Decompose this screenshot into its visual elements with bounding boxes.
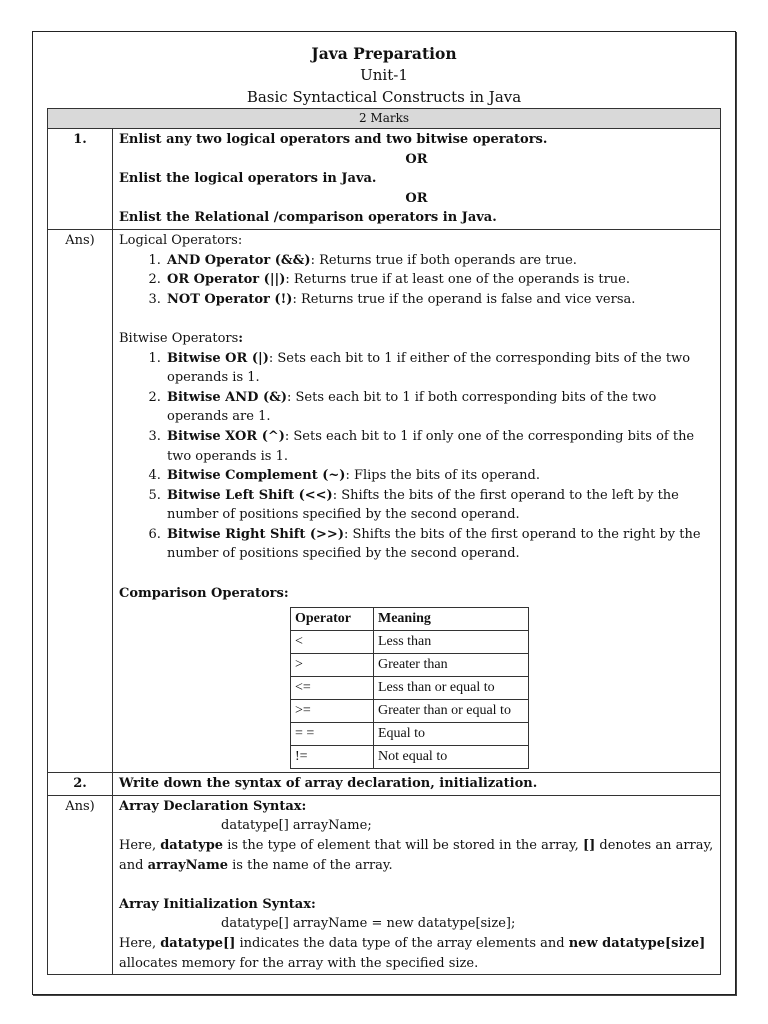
unit-label: Unit-1 — [360, 66, 408, 84]
marks-row — [48, 109, 721, 129]
table-header-row — [291, 608, 529, 631]
operator-cell: < — [291, 631, 374, 654]
declaration-heading: Array Declaration Syntax: — [119, 798, 307, 814]
initialization-heading: Array Initialization Syntax: — [119, 896, 316, 912]
comparison-heading: Comparison Operators: — [119, 585, 289, 601]
answer-row-2 — [48, 795, 721, 974]
question-number: 2. — [48, 773, 113, 796]
meaning-cell: Greater than — [374, 654, 529, 677]
meaning-cell: Greater than or equal to — [374, 700, 529, 723]
table-row — [291, 746, 529, 769]
question-row-1 — [48, 129, 721, 230]
operator-cell: != — [291, 746, 374, 769]
declaration-explanation: Here, datatype is the type of element that will be stored in the array, [] denotes an array, and arrayName is the name of the array. — [119, 838, 714, 873]
list-item: 5. Bitwise Left Shift (<<): Shifts the bits of the first operand to the left by the number of positions specified by the second operand. — [165, 486, 714, 525]
operator-cell: = = — [291, 723, 374, 746]
meaning-cell: Not equal to — [374, 746, 529, 769]
question-text — [113, 129, 721, 230]
list-item: 3. Bitwise XOR (^): Sets each bit to 1 if only one of the corresponding bits of the two operands is 1. — [165, 427, 714, 466]
list-item: 2. Bitwise AND (&): Sets each bit to 1 if both corresponding bits of the two operands are 1. — [165, 388, 714, 427]
logical-operator-list — [119, 251, 714, 310]
declaration-code: datatype[] arrayName; — [221, 818, 372, 834]
question-text: Write down the syntax of array declaration, initialization. — [113, 773, 721, 796]
answer-label: Ans) — [48, 229, 113, 772]
list-item: 2. OR Operator (||): Returns true if at least one of the operands is true. — [165, 270, 714, 290]
meaning-cell: Less than or equal to — [374, 677, 529, 700]
list-item: 4. Bitwise Complement (~): Flips the bits of its operand. — [165, 466, 714, 486]
question-line: Enlist the logical operators in Java. — [119, 171, 377, 187]
answer-body — [113, 229, 721, 772]
table-row — [291, 654, 529, 677]
bitwise-heading: Bitwise Operators: — [119, 330, 244, 346]
question-line: Enlist the Relational /comparison operators in Java. — [119, 210, 497, 226]
question-line: Enlist any two logical operators and two bitwise operators. — [119, 132, 548, 147]
operator-cell: > — [291, 654, 374, 677]
answer-row-1 — [48, 229, 721, 772]
bitwise-operator-list — [119, 349, 714, 565]
answer-body — [113, 795, 721, 974]
operator-cell: <= — [291, 677, 374, 700]
marks-label: 2 Marks — [48, 109, 721, 129]
operator-cell: >= — [291, 700, 374, 723]
table-row — [291, 700, 529, 723]
list-item: 3. NOT Operator (!): Returns true if the operand is false and vice versa. — [165, 290, 714, 310]
question-number: 1. — [48, 129, 113, 230]
column-header: Operator — [291, 608, 374, 631]
table-row — [291, 631, 529, 654]
list-item: 1. AND Operator (&&): Returns true if both operands are true. — [165, 251, 714, 271]
table-row — [291, 677, 529, 700]
list-item: 6. Bitwise Right Shift (>>): Shifts the bits of the first operand to the right by the number of positions specified by the second operand. — [165, 525, 714, 564]
column-header: Meaning — [374, 608, 529, 631]
list-item: 1. Bitwise OR (|): Sets each bit to 1 if either of the corresponding bits of the two operands is 1. — [165, 349, 714, 388]
comparison-table — [290, 607, 529, 769]
qa-table — [47, 108, 721, 975]
initialization-code: datatype[] arrayName = new datatype[size]; — [221, 916, 516, 932]
unit-subtitle: Basic Syntactical Constructs in Java — [246, 88, 522, 106]
logical-heading: Logical Operators: — [119, 232, 243, 248]
question-row-2 — [48, 773, 721, 796]
initialization-explanation: Here, datatype[] indicates the data type of the array elements and new datatype[size] allocates memory for the array with the specified size. — [119, 936, 706, 971]
table-row — [291, 723, 529, 746]
document-title: Java Preparation — [311, 44, 457, 63]
or-separator: OR — [405, 190, 428, 206]
meaning-cell: Less than — [374, 631, 529, 654]
or-separator: OR — [405, 151, 428, 167]
answer-label: Ans) — [48, 795, 113, 974]
meaning-cell: Equal to — [374, 723, 529, 746]
